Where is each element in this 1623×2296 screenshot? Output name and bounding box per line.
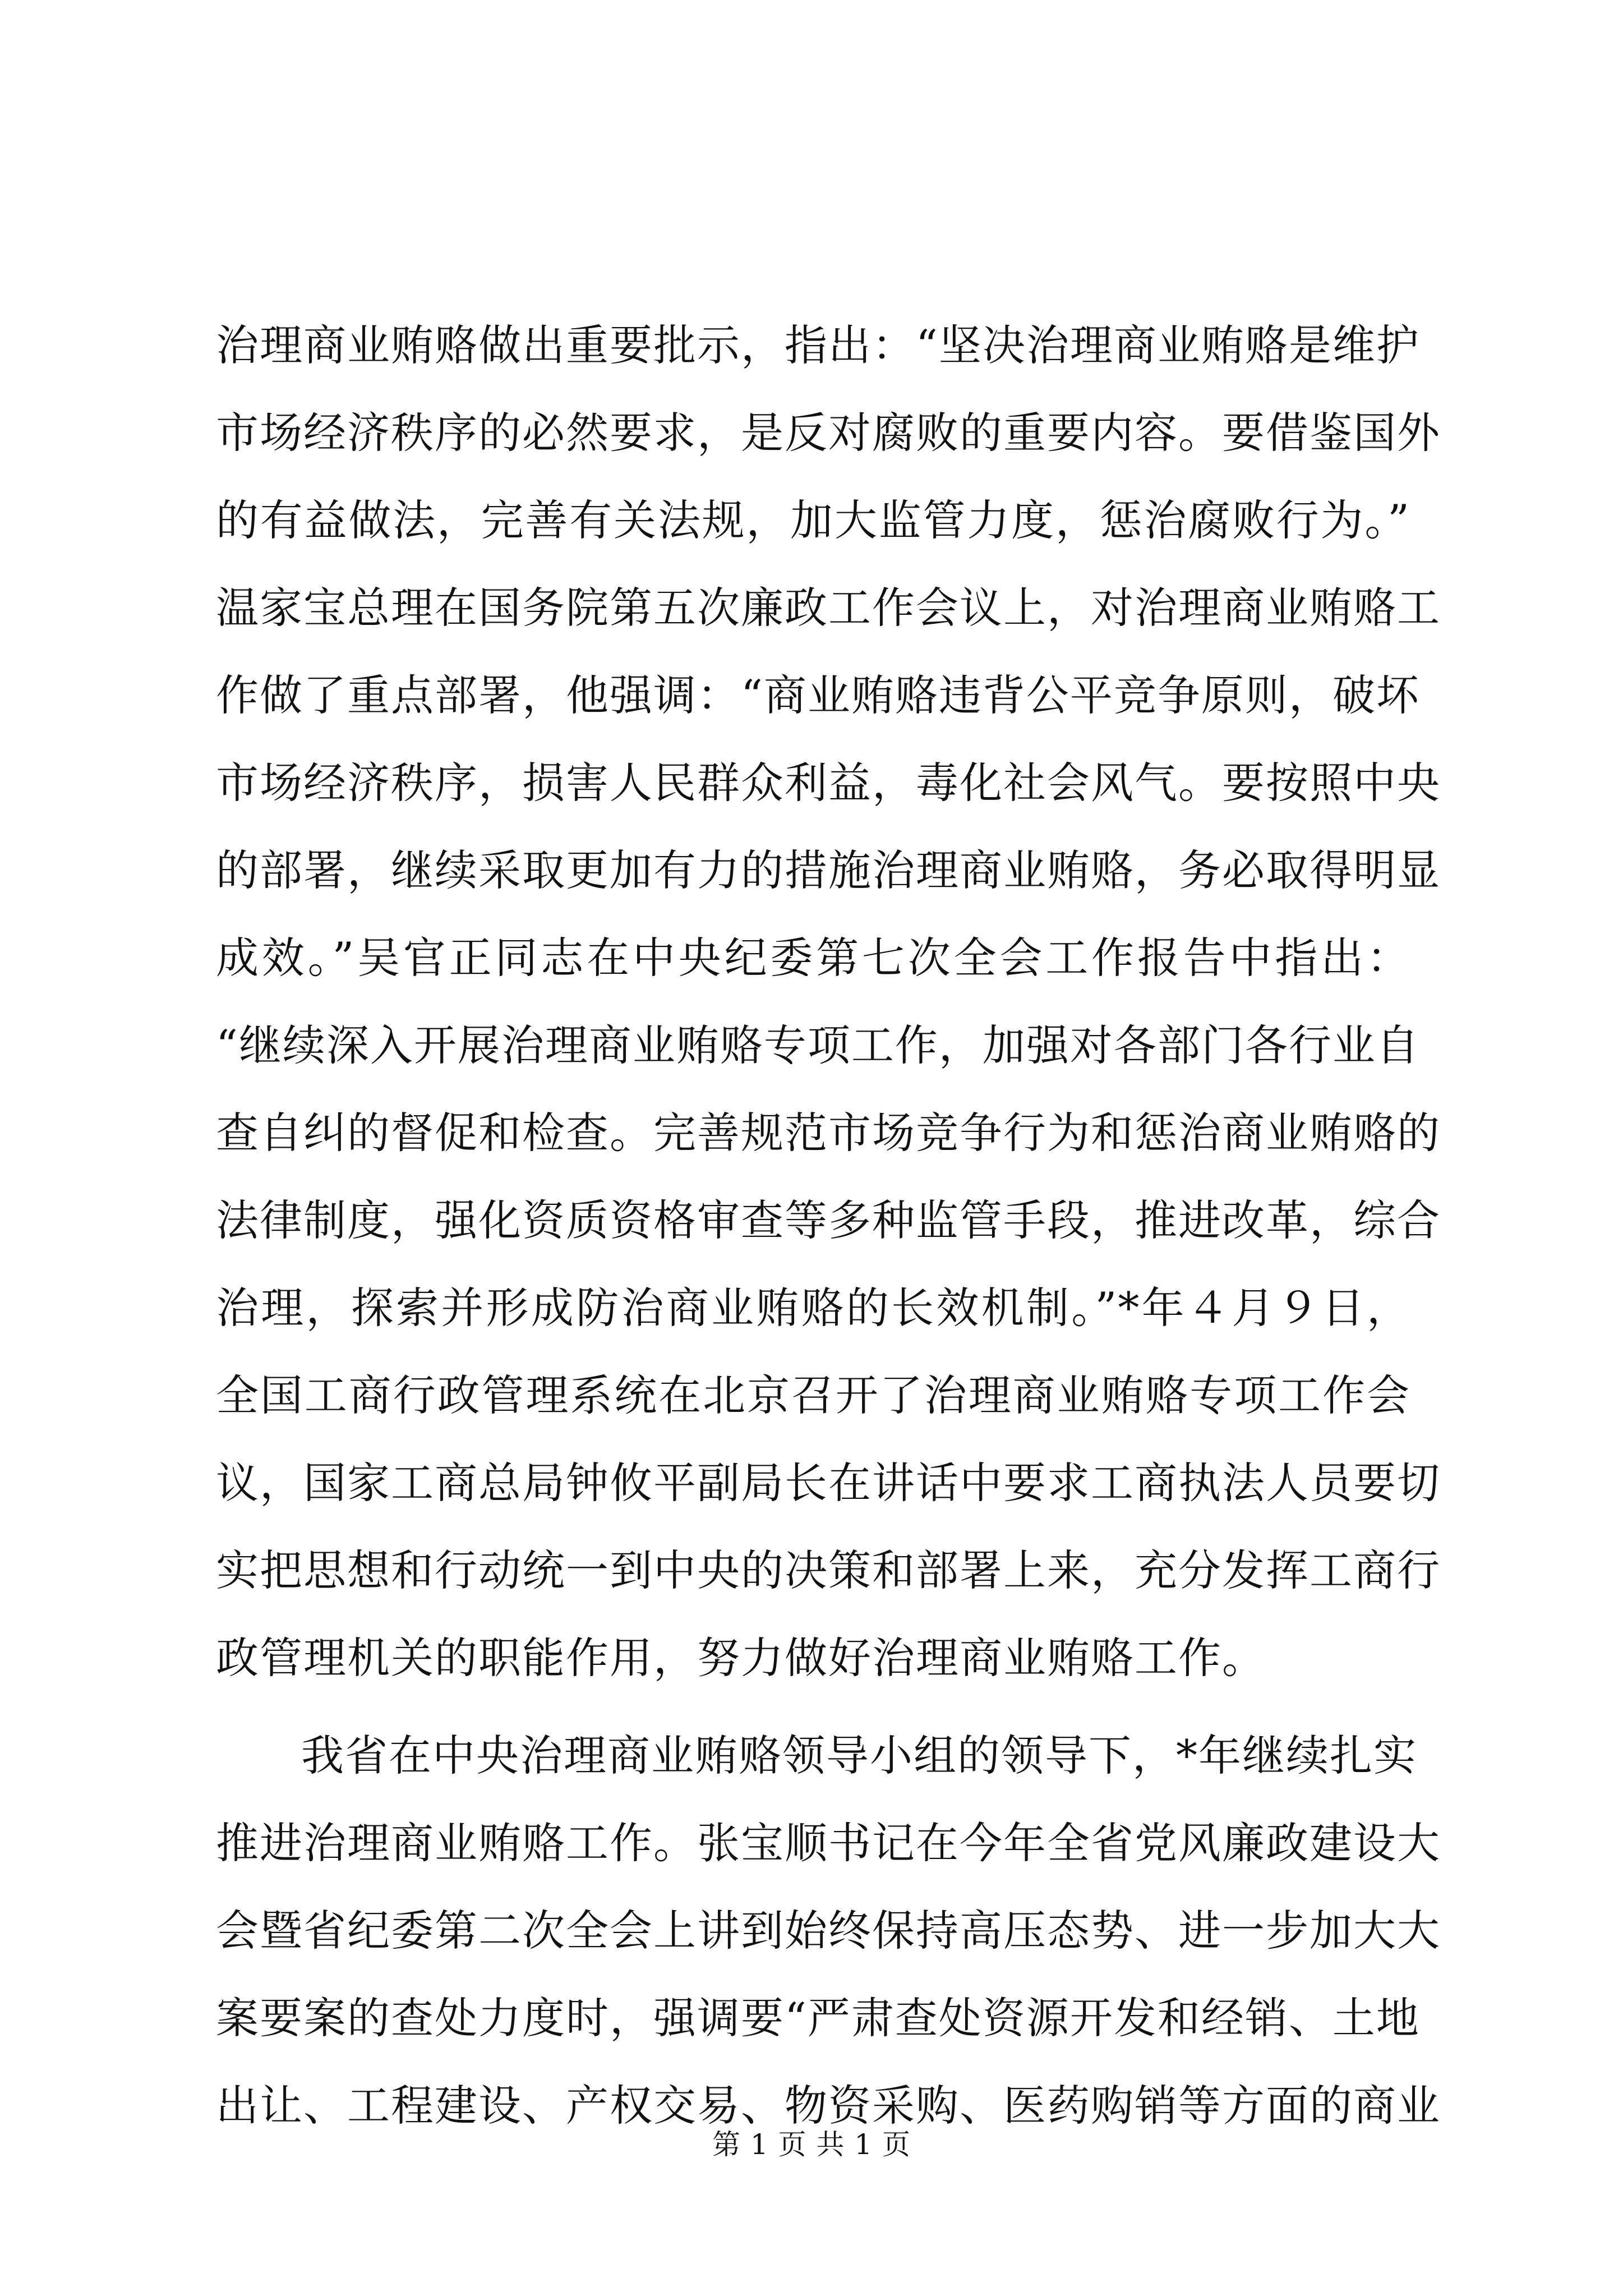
- text-line: 法律制度，强化资质资格审查等多种监管手段，推进改革，综合: [216, 1195, 1441, 1245]
- text-line: 推进治理商业贿赂工作。张宝顺书记在今年全省党风廉政建设大: [216, 1818, 1441, 1868]
- paragraph-1: [216, 302, 1441, 1702]
- paragraph-2: [216, 1712, 1441, 2150]
- text-line: 政管理机关的职能作用，努力做好治理商业贿赂工作。: [216, 1633, 1266, 1683]
- paragraph-spacing: [216, 1702, 1410, 1712]
- text-line: 查自纠的督促和检查。完善规范市场竞争行为和惩治商业贿赂的: [216, 1108, 1441, 1158]
- text-line: 出让、工程建设、产权交易、物资采购、医药购销等方面的商业: [216, 2081, 1441, 2131]
- text-line: 市场经济秩序的必然要求，是反对腐败的重要内容。要借鉴国外: [216, 408, 1441, 458]
- body-text: [216, 302, 1441, 2150]
- text-line: 市场经济秩序，损害人民群众利益，毒化社会风气。要按照中央: [216, 758, 1441, 808]
- text-line: 成效。”吴官正同志在中央纪委第七次全会工作报告中指出：: [216, 933, 1410, 983]
- text-line: 治理，探索并形成防治商业贿赂的长效机制。”*年４月９日，: [216, 1283, 1410, 1333]
- page-footer: [0, 2125, 1623, 2164]
- text-line: “继续深入开展治理商业贿赂专项工作，加强对各部门各行业自: [216, 1020, 1420, 1070]
- text-line: 的部署，继续采取更加有力的措施治理商业贿赂，务必取得明显: [216, 845, 1441, 895]
- text-line: 会暨省纪委第二次全会上讲到始终保持高压态势、进一步加大大: [216, 1906, 1441, 1955]
- text-line: 案要案的查处力度时，强调要“严肃查处资源开发和经销、土地: [216, 1993, 1420, 2043]
- text-line: 全国工商行政管理系统在北京召开了治理商业贿赂专项工作会: [216, 1370, 1410, 1420]
- text-line: 议，国家工商总局钟攸平副局长在讲话中要求工商执法人员要切: [216, 1458, 1441, 1508]
- text-line: 的有益做法，完善有关法规，加大监管力度，惩治腐败行为。”: [216, 495, 1410, 545]
- text-line: 作做了重点部署，他强调：“商业贿赂违背公平竞争原则，破坏: [216, 670, 1420, 720]
- page-number-label: 第 1 页 共 1 页: [712, 2128, 911, 2161]
- text-line: 治理商业贿赂做出重要批示，指出：“坚决治理商业贿赂是维护: [216, 320, 1420, 370]
- text-line: 实把思想和行动统一到中央的决策和部署上来，充分发挥工商行: [216, 1545, 1441, 1595]
- text-line: 我省在中央治理商业贿赂领导小组的领导下，*年继续扎实: [301, 1731, 1417, 1780]
- text-line: 温家宝总理在国务院第五次廉政工作会议上，对治理商业贿赂工: [216, 583, 1441, 633]
